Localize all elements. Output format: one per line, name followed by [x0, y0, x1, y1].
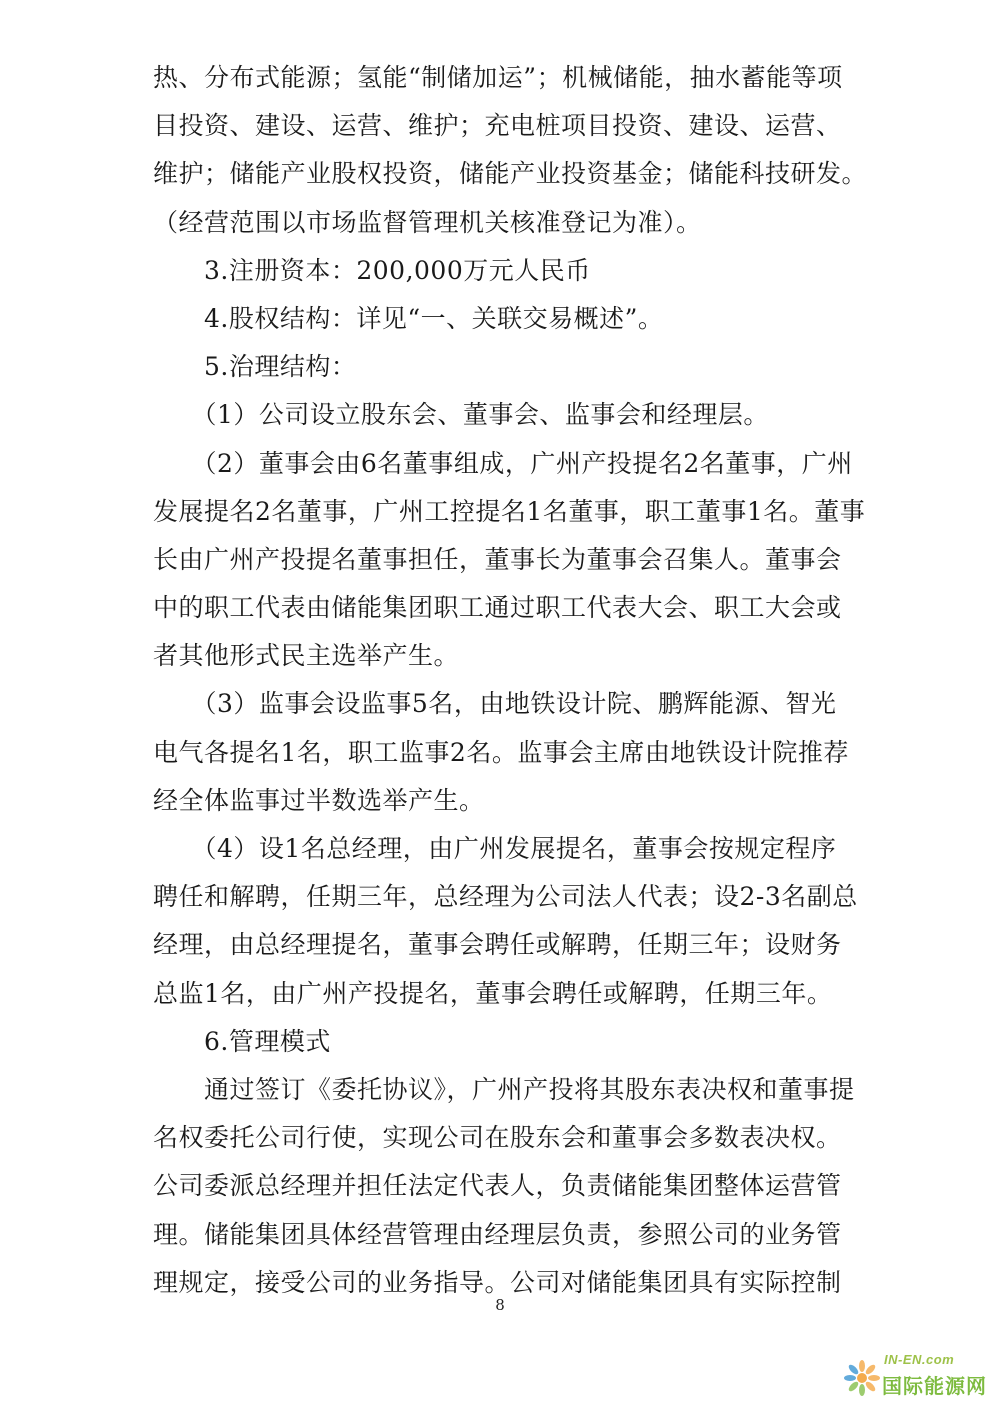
text-line: 6.管理模式 [153, 1026, 331, 1056]
text-line: 经全体监事过半数选举产生。 [153, 785, 485, 815]
text-line: 中的职工代表由储能集团职工通过职工代表大会、职工大会或 [153, 593, 842, 623]
text-line: 4.股权结构：详见“一、关联交易概述”。 [153, 303, 664, 333]
text-line: （2）董事会由6名董事组成，广州产投提名2名董事，广州 [153, 448, 853, 478]
text-line: 名权委托公司行使，实现公司在股东会和董事会多数表决权。 [153, 1123, 842, 1153]
text-line: 经理，由总经理提名，董事会聘任或解聘，任期三年；设财务 [153, 930, 842, 960]
watermark-site: IN-EN.com [884, 1352, 955, 1367]
text-line: （4）设1名总经理，由广州发展提名，董事会按规定程序 [153, 834, 837, 863]
text-line: 聘任和解聘，任期三年，总经理为公司法人代表；设2-3名副总 [153, 882, 858, 912]
text-line: 公司委派总经理并担任法定代表人，负责储能集团整体运营管 [153, 1171, 842, 1201]
text-line: 热、分布式能源；氢能“制储加运”；机械储能，抽水蓄能等项 [153, 63, 843, 92]
text-line: 长由广州产投提名董事担任，董事长为董事会召集人。董事会 [153, 544, 842, 574]
watermark [838, 1346, 988, 1404]
text-line: （1）公司设立股东会、董事会、监事会和经理层。 [153, 400, 769, 430]
text-line: （3）监事会设监事5名，由地铁设计院、鹏辉能源、智光 [153, 689, 837, 719]
text-line: 理。储能集团具体经营管理由经理层负责，参照公司的业务管 [153, 1219, 842, 1249]
text-line: 电气各提名1名，职工监事2名。监事会主席由地铁设计院推荐 [153, 737, 849, 767]
text-line: 发展提名2名董事，广州工控提名1名董事，职工董事1名。董事 [153, 496, 866, 526]
text-line: 总监1名，由广州产投提名，董事会聘任或解聘，任期三年。 [153, 978, 833, 1008]
text-line: 5.治理结构： [153, 352, 357, 382]
page-number: 8 [495, 1296, 505, 1314]
text-line: （经营范围以市场监督管理机关核准登记为准）。 [153, 207, 702, 237]
text-line: 通过签订《委托协议》，广州产投将其股东表决权和董事提 [153, 1074, 855, 1104]
text-line: 者其他形式民主选举产生。 [153, 641, 460, 671]
text-line: 目投资、建设、运营、维护；充电桩项目投资、建设、运营、 [153, 111, 842, 141]
sun-flower-logo-icon [838, 1354, 886, 1402]
body-text [153, 54, 888, 1307]
text-line: 理规定，接受公司的业务指导。公司对储能集团具有实际控制 [153, 1267, 842, 1297]
text-line: 3.注册资本：200,000万元人民币 [153, 255, 591, 285]
text-line: 维护；储能产业股权投资，储能产业投资基金；储能科技研发。 [153, 159, 868, 189]
watermark-name: 国际能源网 [882, 1374, 987, 1398]
